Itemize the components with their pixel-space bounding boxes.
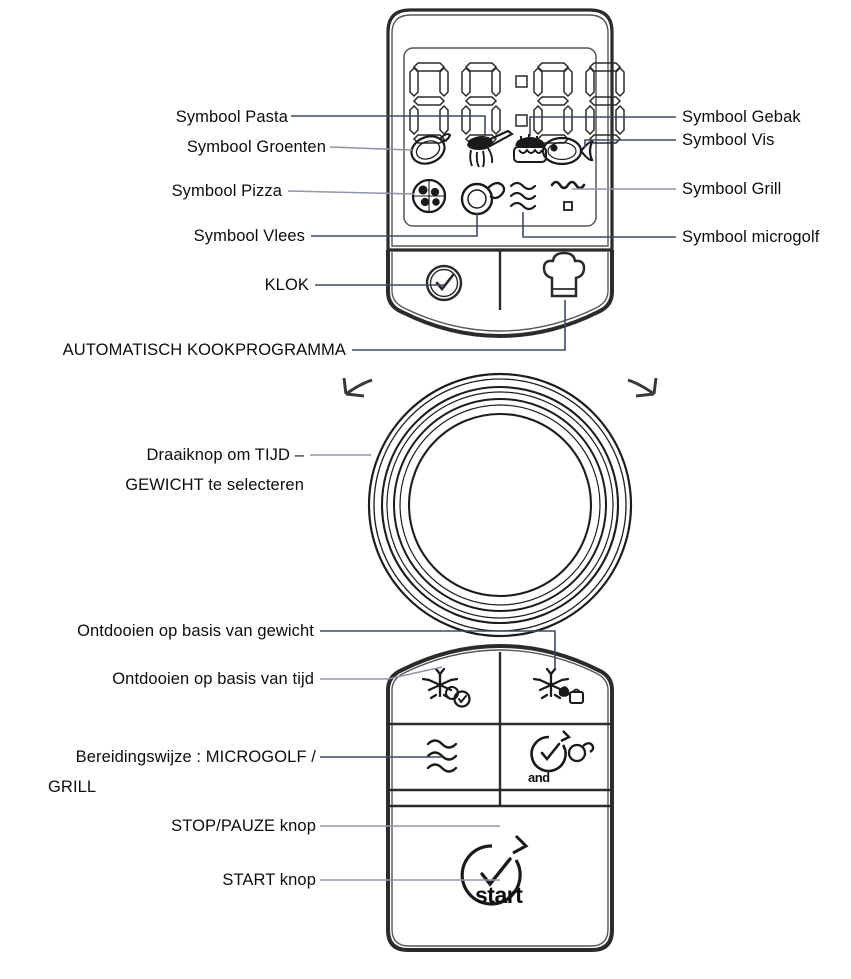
callout-klok: KLOK xyxy=(264,276,309,294)
callout-ontdooien-tijd: Ontdooien op basis van tijd xyxy=(112,670,314,688)
callout-pasta: Symbool Pasta xyxy=(175,108,288,126)
leader-auto-programma xyxy=(352,300,565,350)
leader-pasta xyxy=(291,116,485,138)
callout-start: START knop xyxy=(222,871,316,889)
leader-ontdooien-tijd xyxy=(320,667,442,679)
callout-pizza: Symbool Pizza xyxy=(171,182,282,200)
leader-gebak xyxy=(530,117,676,136)
callout-microgolf: Symbool microgolf xyxy=(682,228,820,246)
callout-vlees: Symbool Vlees xyxy=(193,227,305,245)
combo-button-text: and xyxy=(528,770,550,785)
leader-microgolf xyxy=(523,212,676,237)
callout-auto-programma: AUTOMATISCH KOOKPROGRAMMA xyxy=(62,341,346,359)
callout-gebak: Symbool Gebak xyxy=(682,108,801,126)
leader-ontdooien-gewicht xyxy=(320,631,555,668)
callout-groenten: Symbool Groenten xyxy=(186,138,326,156)
callout-ontdooien-gewicht: Ontdooien op basis van gewicht xyxy=(77,622,314,640)
leader-pizza xyxy=(288,191,414,194)
leader-vis xyxy=(585,140,676,147)
leader-vlees xyxy=(311,213,477,236)
callout-draaiknop-line1: Draaiknop om TIJD – xyxy=(146,446,304,464)
callout-stop-pauze: STOP/PAUZE knop xyxy=(171,817,316,835)
start-button-text: start xyxy=(475,882,523,908)
callout-grill: Symbool Grill xyxy=(682,180,782,198)
callout-vis: Symbool Vis xyxy=(682,131,775,149)
callout-bereidingswijze-line1: Bereidingswijze : MICROGOLF / xyxy=(75,748,316,766)
leader-groenten xyxy=(330,147,412,150)
callout-bereidingswijze-line2: GRILL xyxy=(48,778,97,796)
callout-draaiknop-line2: GEWICHT te selecteren xyxy=(125,476,304,494)
